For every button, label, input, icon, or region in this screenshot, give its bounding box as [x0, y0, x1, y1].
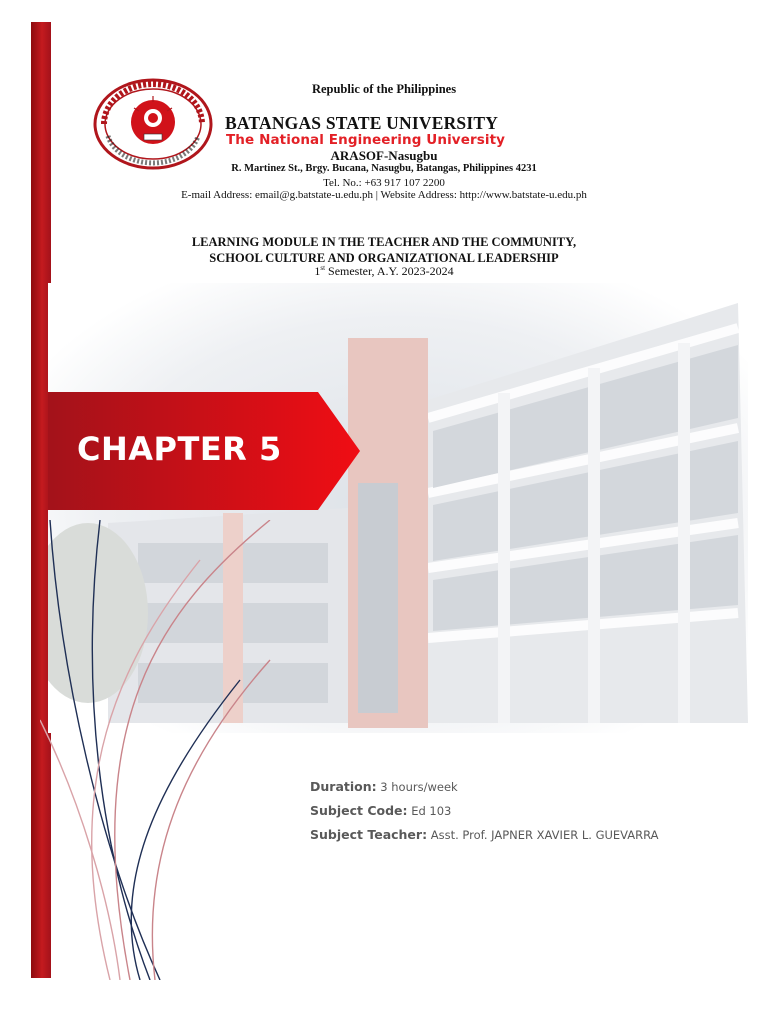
republic-line: Republic of the Philippines	[311, 82, 457, 96]
module-title-line-1: LEARNING MODULE IN THE TEACHER AND THE COMMUNITY,	[191, 235, 577, 249]
semester-line	[0, 264, 768, 279]
duration-value: 3 hours/week	[376, 780, 458, 794]
semester-suffix: st	[320, 264, 326, 272]
subject-teacher-value: Asst. Prof. JAPNER XAVIER L. GUEVARRA	[427, 828, 659, 842]
campus-address: R. Martinez St., Brgy. Bucana, Nasugbu, Batangas, Philippines 4231	[231, 163, 537, 174]
chapter-heading: CHAPTER 5	[77, 430, 282, 468]
subject-code-value: Ed 103	[407, 804, 452, 818]
semester-text: Semester, A.Y. 2023-2024	[325, 264, 454, 278]
semester-number: 1	[314, 264, 321, 278]
subject-code-label: Subject Code:	[310, 803, 408, 818]
module-title	[0, 234, 768, 266]
duration-label: Duration:	[310, 779, 377, 794]
subject-code-line	[310, 803, 451, 818]
university-tagline: The National Engineering University	[226, 132, 506, 148]
university-name: BATANGAS STATE UNIVERSITY	[225, 113, 499, 133]
subject-teacher-label: Subject Teacher:	[310, 827, 428, 842]
contact-line: E-mail Address: email@g.batstate-u.edu.ph | Website Address: http://www.batstate-u.edu.ph	[181, 189, 587, 201]
campus-name: ARASOF-Nasugbu	[330, 148, 438, 163]
telephone-line: Tel. No.: +63 917 107 2200	[323, 177, 445, 189]
duration-line	[310, 779, 458, 794]
subject-teacher-line	[310, 827, 659, 842]
decorative-curves	[40, 520, 280, 980]
module-title-line-2: SCHOOL CULTURE AND ORGANIZATIONAL LEADERSHIP	[209, 251, 559, 265]
